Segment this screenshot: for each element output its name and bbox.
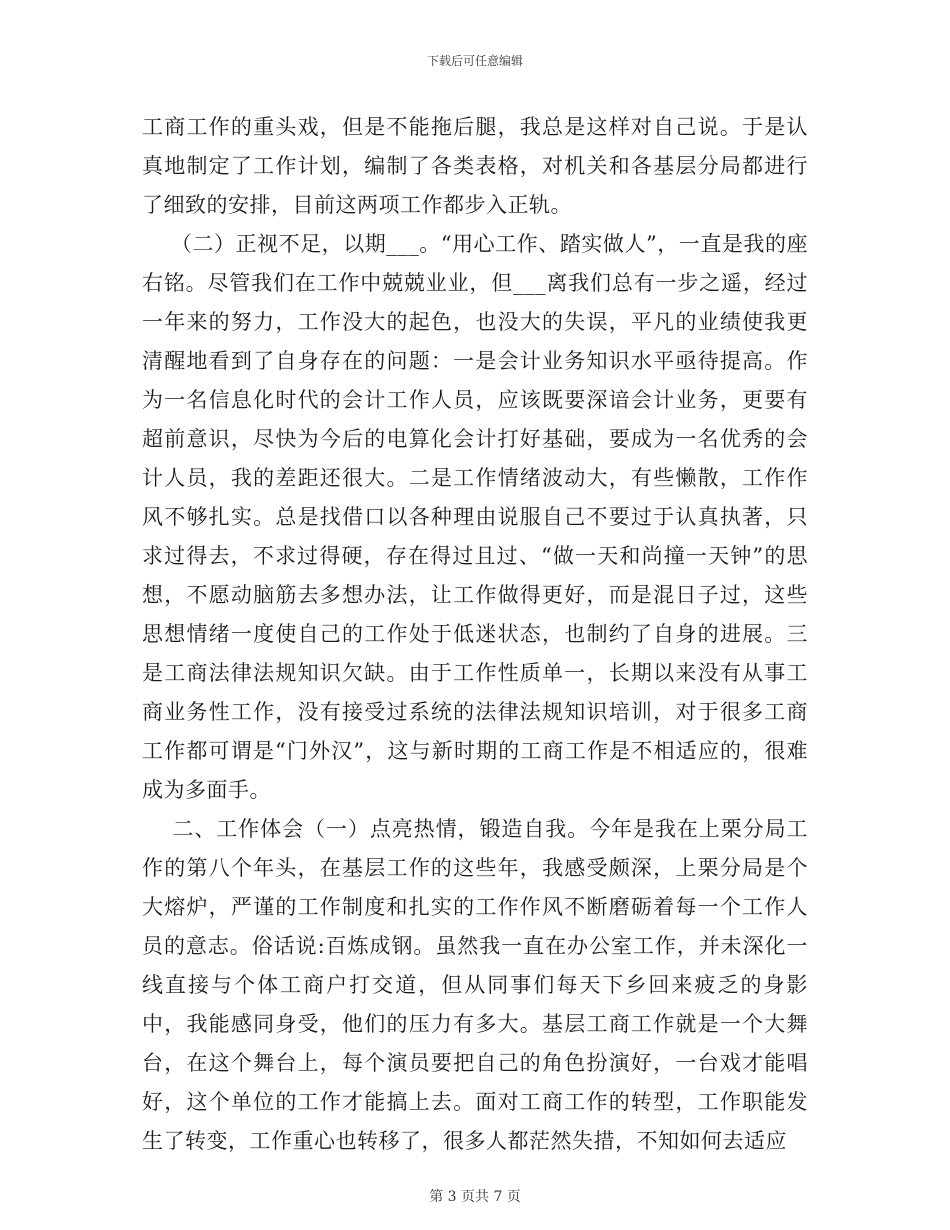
page-header-note: 下载后可任意编辑 [426, 54, 523, 68]
document-body [142, 108, 808, 1161]
paragraph-3: 二、工作体会（一）点亮热情，锻造自我。今年是我在上栗分局工作的第八个年头，在基层工作的这些年，我感受颇深，上栗分局是个大熔炉，严谨的工作制度和扎实的工作作风不断磨砺着每一个工作人员的意志。俗话说:百炼成钢。虽然我一直在办公室工作，并未深化一线直接与个体工商户打交道，但从同事们每天下乡回来疲乏的身影中，我能感同身受，他们的压力有多大。基层工商工作就是一个大舞台，在这个舞台上，每个演员要把自己的角色扮演好，一台戏才能唱好，这个单位的工作才能搞上去。面对工商工作的转型，工作职能发生了转变，工作重心也转移了，很多人都茫然失措，不知如何去适应 [142, 817, 809, 1153]
paragraph-2: （二）正视不足，以期___。“用心工作、踏实做人”，一直是我的座右铭。尽管我们在工作中兢兢业业，但___离我们总有一步之遥，经过一年来的努力，工作没大的起色，也没大的失误，平凡的业绩使我更清醒地看到了自身存在的问题：一是会计业务知识水平亟待提高。作为一名信息化时代的会计工作人员，应该既要深谙会计业务，更要有超前意识，尽快为今后的电算化会计打好基础，要成为一名优秀的会计人员，我的差距还很大。二是工作情绪波动大，有些懒散，工作作风不够扎实。总是找借口以各种理由说服自己不要过于认真执著，只求过得去，不求过得硬，存在得过且过、“做一天和尚撞一天钟”的思想，不愿动脑筋去多想办法，让工作做得更好，而是混日子过，这些思想情绪一度使自己的工作处于低迷状态，也制约了自身的进展。三是工商法律法规知识欠缺。由于工作性质单一，长期以来没有从事工商业务性工作，没有接受过系统的法律法规知识培训，对于很多工商工作都可谓是“门外汉”，这与新时期的工商工作是不相适应的，很难成为多面手。 [142, 232, 808, 802]
paragraph-1: 工商工作的重头戏，但是不能拖后腿，我总是这样对自己说。于是认真地制定了工作计划，编制了各类表格，对机关和各基层分局都进行了细致的安排，目前这两项工作都步入正轨。 [142, 115, 808, 217]
page-number: 第 3 页共 7 页 [429, 1189, 521, 1205]
